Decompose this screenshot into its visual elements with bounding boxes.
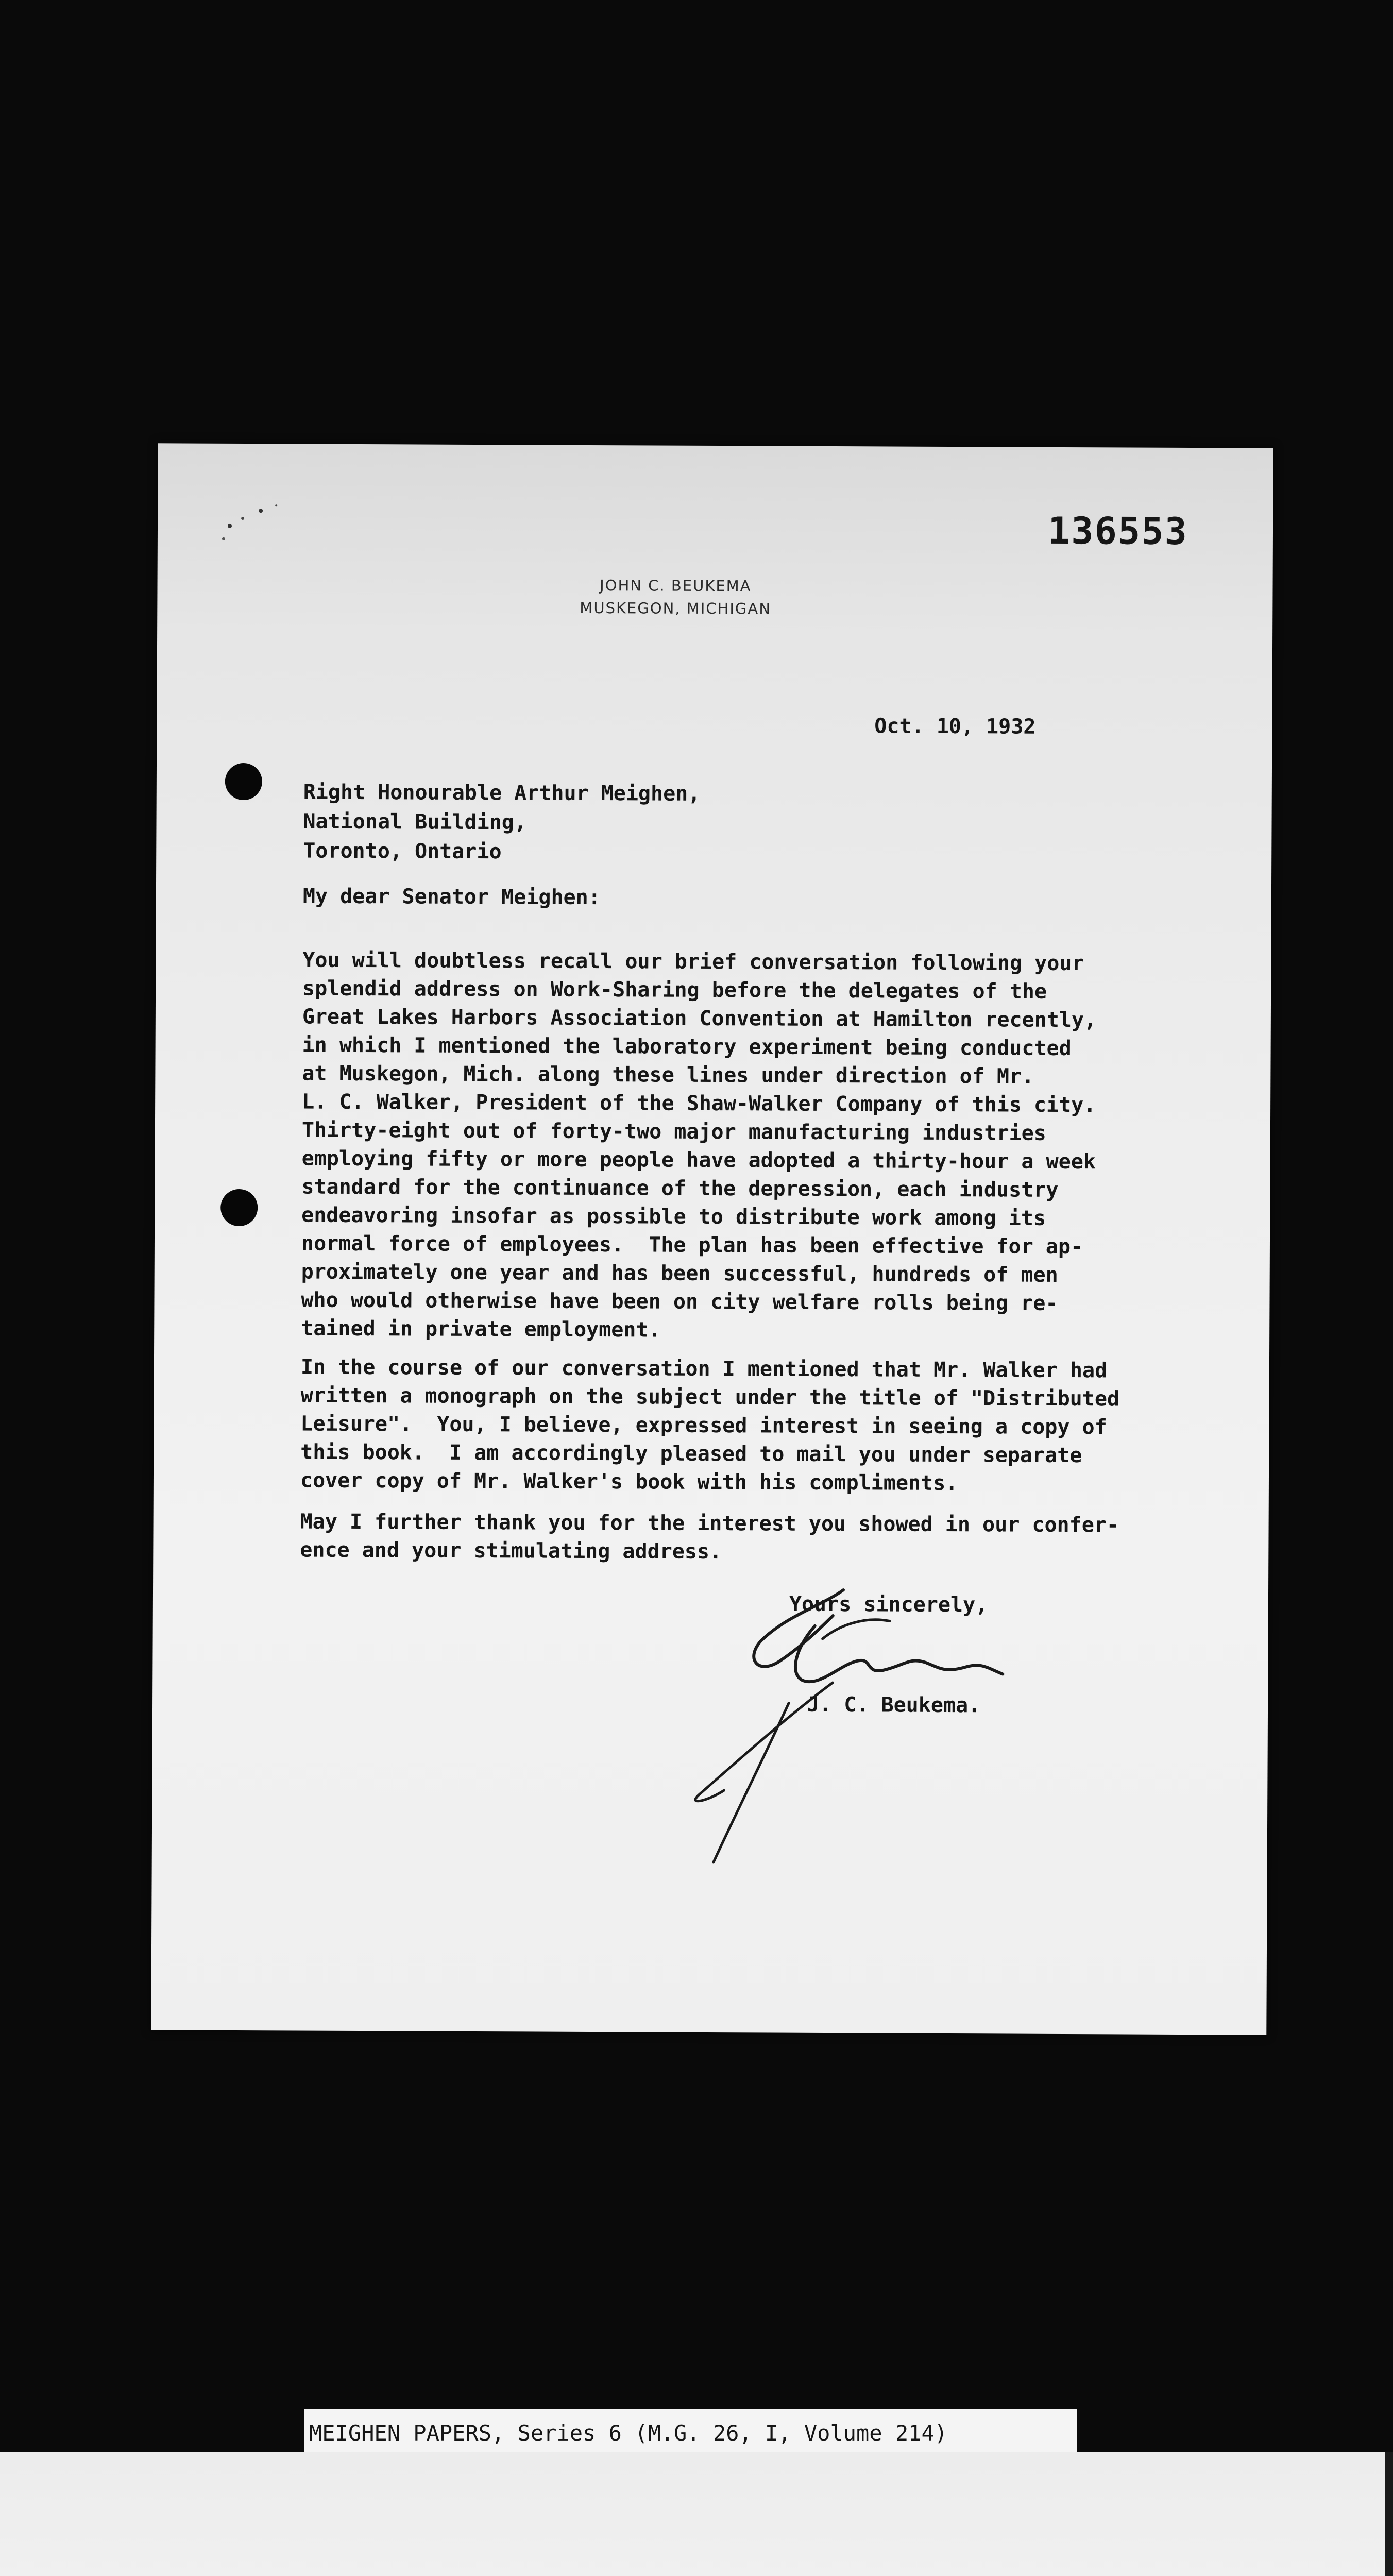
document-number: 136553 xyxy=(1047,509,1188,553)
collection-label: MEIGHEN PAPERS, Series 6 (M.G. 26, I, Volume 214) xyxy=(304,2409,1077,2458)
letter-date: Oct. 10, 1932 xyxy=(874,714,1036,739)
punch-hole-top xyxy=(225,763,262,800)
recipient-name: Right Honourable Arthur Meighen, xyxy=(303,780,701,806)
recipient-address xyxy=(303,778,700,868)
punch-hole-bottom xyxy=(220,1189,258,1226)
body-paragraph: In the course of our conversation I mentioned that Mr. Walker had written a monograph on the subject under the title of "Distributed Leisure". You, I believe, expressed interest in seeing a copy of this book. I am accordingly pleased to mail you under separate cover copy of Mr. Walker's book with his compliments. xyxy=(300,1355,1120,1496)
letterhead xyxy=(580,574,771,620)
signer-name: J. C. Beukema. xyxy=(806,1692,981,1718)
salutation: My dear Senator Meighen: xyxy=(302,884,601,910)
speck-marks xyxy=(214,495,286,552)
body-paragraph: May I further thank you for the interest you showed in our confer- ence and your stimulating address. xyxy=(300,1510,1119,1564)
card-edge xyxy=(1385,2452,1393,2576)
closing: Yours sincerely, xyxy=(789,1592,988,1617)
letter-sheet xyxy=(151,443,1273,2035)
recipient-city: Toronto, Ontario xyxy=(303,839,502,864)
handwritten-signature xyxy=(667,1584,1158,1875)
body-paragraph: Thirty-eight out of forty-two major manufacturing industries employing fifty or more people have adopted a thirty-hour a week standard for the continuance of the depression, each industry endeavoring insofar as possible to distribute work among its normal force of employees. The plan has been effective for ap- proximately one year and has been successful, hundreds of men who would otherwise have been on city welfare rolls being re- tained in private employment. xyxy=(301,1118,1096,1342)
letterhead-name: JOHN C. BEUKEMA xyxy=(600,577,752,595)
archives-card xyxy=(0,2452,1393,2576)
recipient-building: National Building, xyxy=(303,809,527,835)
letterhead-city: MUSKEGON, MICHIGAN xyxy=(580,599,772,618)
body-paragraph: You will doubtless recall our brief conversation following your splendid address on Work-Sharing before the delegates of the Great Lakes Harbors Association Convention at Hamilton recently, in which I mentioned the laboratory experiment being conducted at Muskegon, Mich. along these lines under direction of Mr. L. C. Walker, President of the Shaw-Walker Company of this city. xyxy=(302,948,1097,1117)
